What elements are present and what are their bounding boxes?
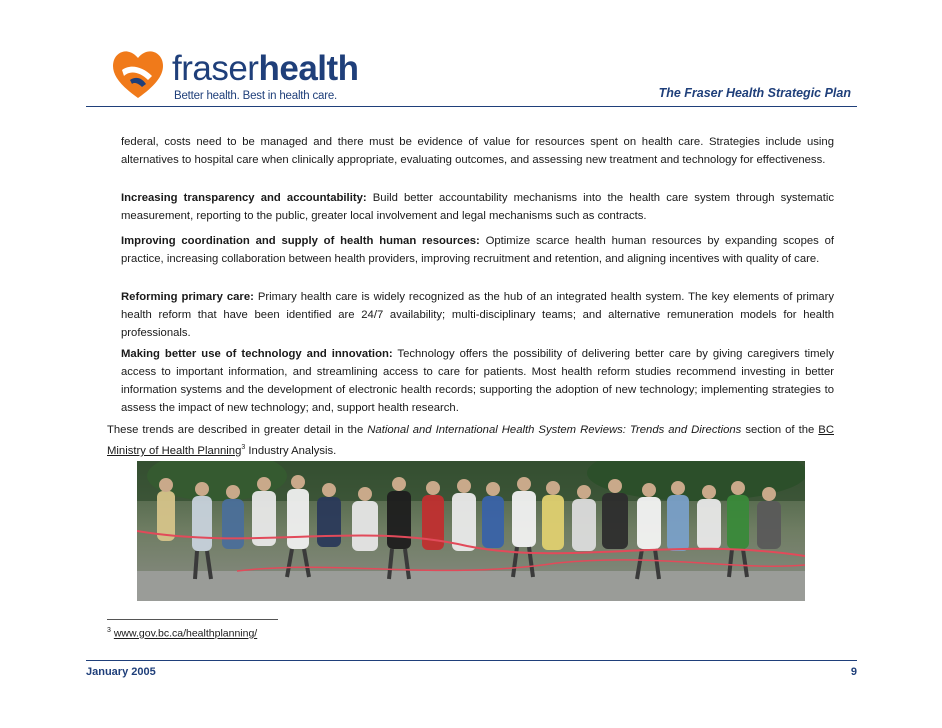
footnote-link[interactable]: www.gov.bc.ca/healthplanning/ (113, 627, 258, 640)
page-number: 9 (850, 666, 857, 678)
footer-divider (86, 660, 857, 661)
heading-primary-care: Reforming primary care: (121, 291, 254, 303)
runners-photo (137, 461, 805, 601)
paragraph-primary-care: Reforming primary care: Primary health care is widely recognized as the hub of an integrated health system. The key elements of primary health reform that have been identified are 24/7 availability; multi-disciplinary teams; and alternative remuneration models for health professionals. (121, 291, 834, 339)
heading-transparency: Increasing transparency and accountability: (121, 192, 367, 204)
fraser-health-logo (108, 44, 359, 106)
paragraph-transparency: Increasing transparency and accountability: Build better accountability mechanisms into the health care system through systematic measurement, reporting to the public, greater local involvement and legal mechanisms such as contracts. (121, 192, 834, 222)
paragraph-technology: Making better use of technology and innovation: Technology offers the possibility of delivering better care by giving caregivers timely access to important information, and streamlining access to care for patients. Most health reform studies recommend investing in better information systems and the development of electronic health records; supporting the adoption of new technology; implementing strategies to assess the impact of new technology; and, support health research. (121, 348, 834, 414)
header-divider (86, 106, 857, 107)
ministry-link[interactable]: BC Ministry of Health Planning (107, 424, 834, 457)
paragraph-costs: federal, costs need to be managed and there must be evidence of value for resources spent on health care. Strategies include using alternatives to hospital care when clinically appropriate, evaluating outcomes, and assessing new treatment and technology for effectiveness. (121, 136, 834, 166)
footnote (107, 627, 257, 640)
logo-wordmark: fraserhealth (172, 49, 359, 88)
logo-tagline: Better health. Best in health care. (174, 90, 338, 102)
footnote-ref[interactable]: 3 (241, 444, 246, 451)
footer-date: January 2005 (86, 666, 156, 678)
footnote-number: 3 (107, 627, 111, 634)
report-title: National and International Health System Reviews: Trends and Directions (367, 424, 742, 436)
document-title: The Fraser Health Strategic Plan (658, 86, 851, 100)
heart-logo-icon (108, 46, 168, 102)
paragraph-human-resources: Improving coordination and supply of health human resources: Optimize scarce health human resources by expanding scopes of practice, increasing collaboration between health providers, improving recruitment and retention, and aligning incentives with quality of care. (121, 235, 834, 265)
heading-human-resources: Improving coordination and supply of health human resources: (121, 235, 480, 247)
paragraph-trends: These trends are described in greater detail in the National and International Health System Reviews: Trends and Directions section of the BC Ministry of Health Planning$^3$ Industry Analysis. (107, 424, 834, 457)
footnote-divider (107, 619, 278, 620)
heading-technology: Making better use of technology and innovation: (121, 348, 393, 360)
